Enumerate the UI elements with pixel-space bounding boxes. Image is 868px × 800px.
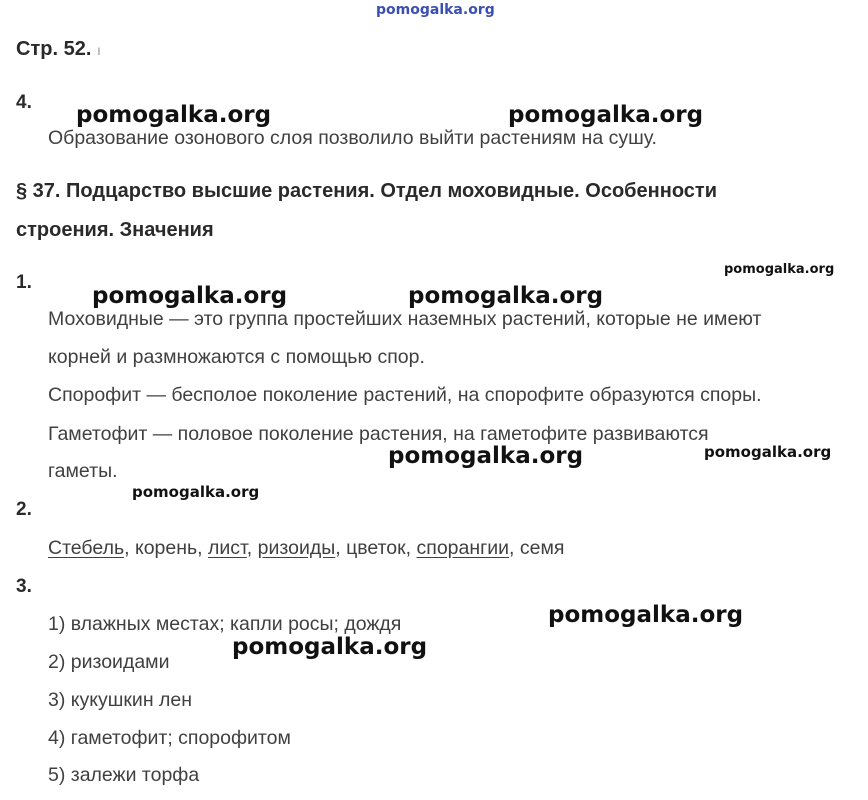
answer-3-item: 4) гаметофит; спорофитом	[48, 727, 291, 749]
watermark: pomogalka.org	[704, 443, 832, 461]
answer-2-number: 2.	[16, 499, 32, 520]
watermark: pomogalka.org	[408, 283, 604, 309]
section-title-line-1: § 37. Подцарство высшие растения. Отдел моховидные. Особенности	[16, 180, 717, 202]
answer-2-word: спорангии	[416, 537, 510, 559]
watermark: pomogalka.org	[92, 283, 288, 309]
answer-2-word: ризоиды	[257, 537, 336, 559]
answer-1-line-5: гаметы.	[48, 460, 118, 482]
answer-2-word: лист	[208, 537, 247, 559]
answer-3-item: 3) кукушкин лен	[48, 689, 193, 711]
answer-4-text: Образование озонового слоя позволило выйти растениям на сушу.	[48, 127, 657, 149]
page-reference-mark: ı	[96, 42, 101, 58]
answer-1-line-2: корней и размножаются с помощью спор.	[48, 346, 425, 368]
answer-2-word: , цветок,	[335, 537, 417, 559]
section-title-line-2: строения. Значения	[16, 219, 214, 241]
page-reference	[16, 38, 101, 61]
answer-2-word: , корень,	[124, 537, 208, 559]
answer-3-item: 2) ризоидами	[48, 651, 170, 673]
answer-1-line-1: Моховидные — это группа простейших наземных растений, которые не имеют	[48, 308, 762, 330]
watermark: pomogalka.org	[724, 262, 835, 277]
answer-3-item: 5) залежи торфа	[48, 764, 200, 786]
answer-2-word: ,	[246, 537, 258, 559]
answer-3-item: 1) влажных местах; капли росы; дождя	[48, 613, 402, 635]
answer-2-word: Стебель	[48, 537, 125, 559]
watermark: pomogalka.org	[388, 443, 584, 469]
answer-4-number: 4.	[16, 92, 32, 113]
watermark: pomogalka.org	[548, 602, 744, 628]
answer-1-line-3: Спорофит — бесполое поколение растений, на спорофите образуются споры.	[48, 384, 762, 406]
watermark: pomogalka.org	[132, 483, 260, 501]
answer-1-number: 1.	[16, 272, 32, 293]
answer-2-word: , семя	[509, 537, 565, 559]
watermark: pomogalka.org	[76, 102, 272, 128]
page-reference-text: Стр. 52.	[16, 38, 92, 60]
answer-1-line-4: Гаметофит — половое поколение растения, на гаметофите развиваются	[48, 423, 709, 445]
watermark: pomogalka.org	[508, 102, 704, 128]
answer-2-list	[48, 537, 564, 560]
answer-3-number: 3.	[16, 576, 32, 597]
watermark: pomogalka.org	[232, 634, 428, 660]
watermark-top: pomogalka.org	[376, 2, 495, 18]
